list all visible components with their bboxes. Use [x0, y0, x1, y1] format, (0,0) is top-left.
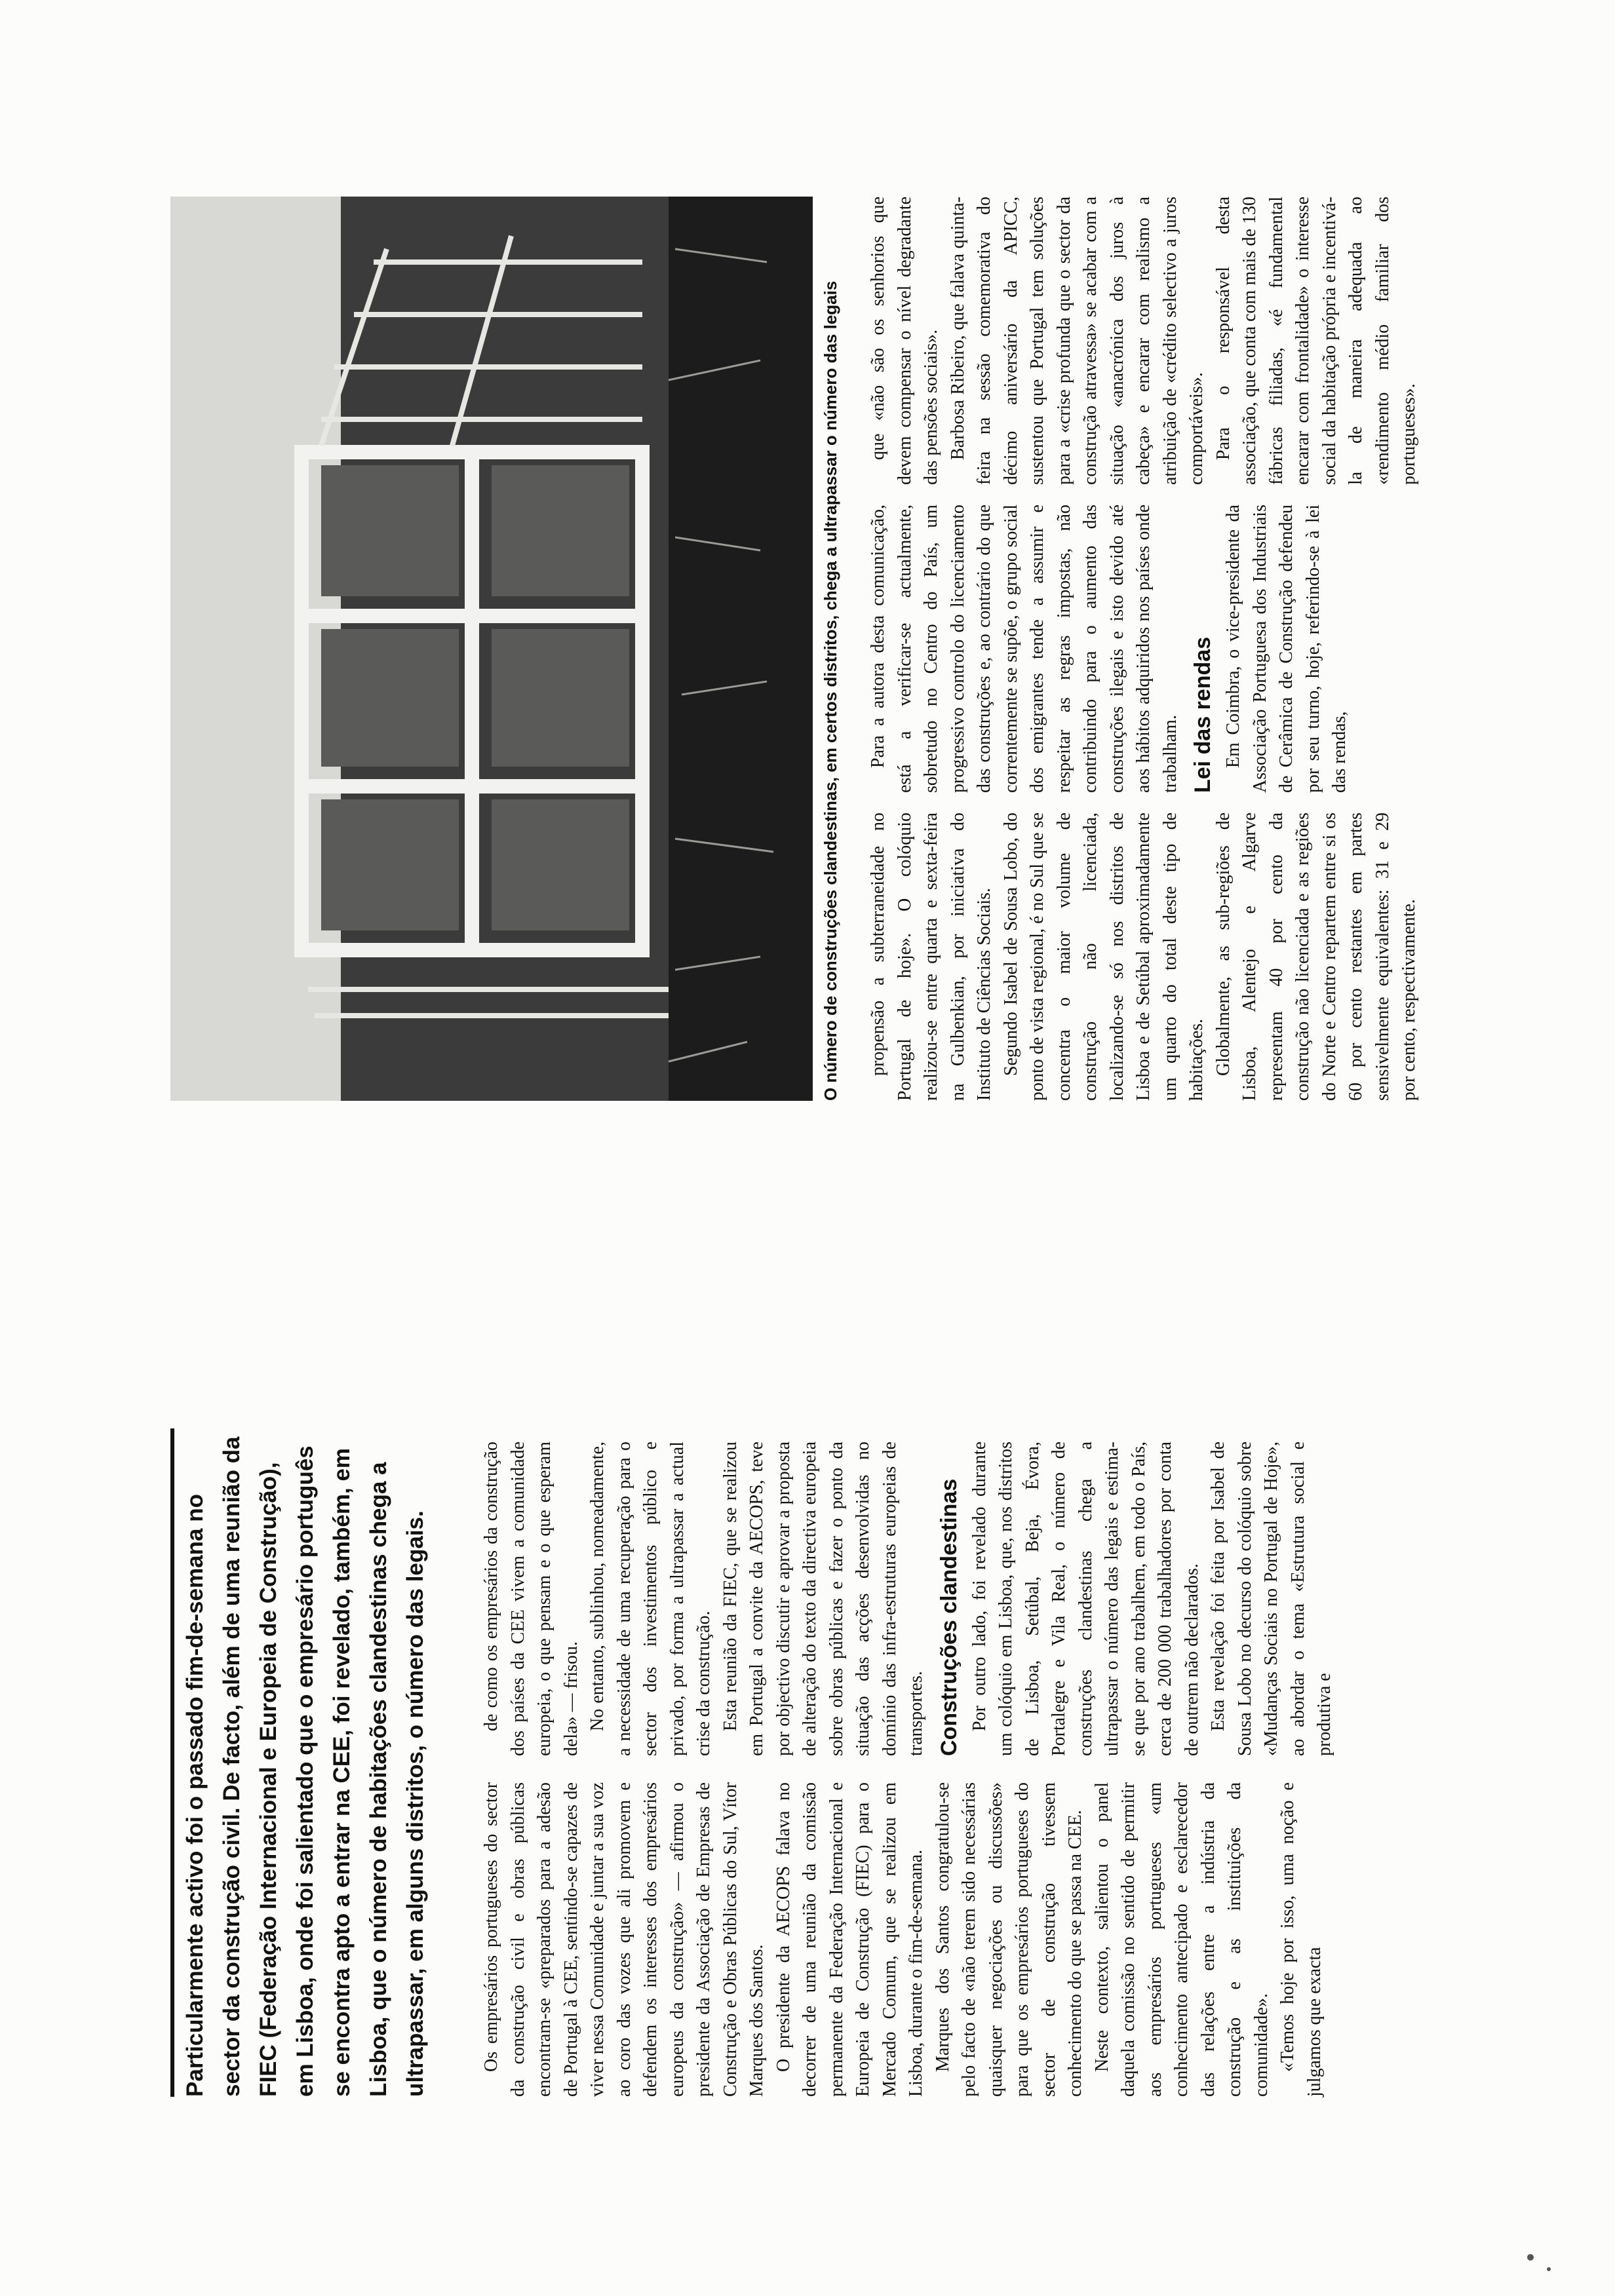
- paragraph: Esta revelação foi feita por Isabel de Sousa Lobo no decurso do colóquio sobre «Mudanças Sociais no Portugal de Hoje», ao abordar o tema «Estrutura social e produtiva e: [1208, 1442, 1334, 1756]
- paragraph: que «não são os senhorios que devem compensar o nível degradante das pensões sociais».: [868, 197, 941, 485]
- paragraph: Os empresários portugueses do sector da construção civil e obras públicas encontram-se «preparados para a adesão de Portugal à CEE, sentindo-se capazes de viver nessa Comunidade e juntar a sua voz ao coro das vozes que ali promovem e defendem os interesses dos empresários europeus da construção» — afirmou o presidente da Associação de Empresas de Construção e Obras Públicas do Sul, Vítor Marques dos Santos.: [481, 1782, 767, 2097]
- paragraph: propensão a subterraneidade no Portugal de hoje». O colóquio realizou-se entre quarta e sexta-feira na Gulbenkian, por iniciativa do Instituto de Ciências Sociais.: [868, 813, 994, 1101]
- paragraph: Segundo Isabel de Sousa Lobo, do ponto de vista regional, é no Sul que se concentra o maior volume de construção não licenciada, localizando-se só nos distritos de Lisboa e de Setúbal aproximadamente um quarto do total deste tipo de habitações.: [1000, 813, 1207, 1101]
- paragraph: Para a autora desta comunicação, está a verificar-se actualmente, sobretudo no Centro do País, um progressivo controlo do licenciamento das construções e, ao contrário do que correntemente se supõe, o grupo social dos emigrantes tende a assumir e respeitar as regras impostas, não contribuindo para o aumento das construções ilegais e isto devido até aos hábitos adquiridos nos países onde trabalham.: [868, 505, 1180, 793]
- paragraph: Neste contexto, salientou o panel daquela comissão no sentido de permitir aos empresários portugueses «um conhecimento antecipado e esclarecedor das relações entre a indústria da construção e as instituições da comunidade».: [1091, 1782, 1272, 2097]
- text-column-5: [865, 197, 1423, 485]
- article-frame: [170, 197, 1514, 2097]
- paragraph: «Temos hoje por isso, uma noção e julgamos que exacta: [1277, 1782, 1325, 2097]
- paragraph: Por outro lado, foi revelado durante um colóquio em Lisboa, que, nos distritos de Lisboa, Setúbal, Beja, Évora, Portalegre e Vila Real, o número de construções clandestinas chega a ultrapassar o número das legais e estima-se que por ano trabalhem, em todo o País, cerca de 200 000 trabalhadores por conta de outrem não declarados.: [969, 1442, 1202, 1756]
- paragraph: O presidente da AECOPS falava no decorrer de uma reunião da comissão permanente da Federação Internacional e Europeia de Construção (FIEC) para o Mercado Comum, que se realizou em Lisboa, durante o fim-de-semana.: [773, 1782, 926, 2097]
- paragraph: Marques dos Santos congratulou-se pelo facto de «não terem sido necessárias quaisquer negociações ou discussões» para que os empresários portugueses do sector de construção tivessem conhecimento do que se passa na CEE.: [932, 1782, 1085, 2097]
- construction-photo: [170, 197, 813, 1101]
- text-column-3: [865, 813, 1423, 1101]
- building-skeleton-image: [170, 197, 813, 1101]
- text-column-4: [865, 505, 1353, 793]
- paragraph: No entanto, sublinhou, nomeadamente, a necessidade de uma recuperação para o sector dos investimentos público e privado, por forma a ultrapassar a actual crise da construção.: [587, 1442, 714, 1756]
- photo-caption: O número de construções clandestinas, em certos distritos, chega a ultrapassar o número das legais: [821, 280, 840, 1101]
- paragraph: Esta reunião da FIEC, que se realizou em Portugal a convite da AECOPS, teve por objectivo discutir e aprovar a proposta de alteração do texto da directiva europeia sobre obras públicas e fazer o ponto da situação das acções desenvolvidas no domínio das infra-estruturas europeias de transportes.: [720, 1442, 926, 1756]
- scan-speck: [1547, 2267, 1551, 2271]
- paragraph: Globalmente, as sub-regiões de Lisboa, Alentejo e Algarve representam 40 por cento da construção não licenciada e as regiões do Norte e Centro repartem entre si os 60 por cento restantes em partes sensivelmente equivalentes: 31 e 29 por cento, respectivamente.: [1213, 813, 1419, 1101]
- section-heading-lei-das-rendas: Lei das rendas: [1190, 636, 1215, 793]
- text-column-2: [478, 1442, 1338, 1756]
- paragraph: Para o responsável desta associação, que conta com mais de 130 fábricas filiadas, «é fundamental encarar com frontalidade» o interesse social da habitação própria e incentivá-la de maneira adequada ao «rendimento médio familiar dos portugueses».: [1213, 197, 1419, 485]
- paragraph: de como os empresários da construção dos países da CEE vivem a comunidade europeia, o que pensam e o que esperam dela» — frisou.: [481, 1442, 581, 1756]
- text-column-1: [478, 1782, 1328, 2097]
- paragraph: Em Coimbra, o vice-presidente da Associação Portuguesa dos Industriais de Cerâmica de Construção defendeu por seu turno, hoje, referindo-se à lei das rendas,: [1223, 505, 1350, 793]
- section-heading-clandestinas: Construções clandestinas: [936, 1478, 962, 1756]
- article-lead: Particularmente activo foi o passado fim-de-semana no sector da construção civil. De facto, além de uma reunião da FIEC (Federação Internacional e Europeia de Construção), em Lisboa, onde foi salientado que o empresário português se encontra apto a entrar na CEE, foi revelado, também, em Lisboa, que o número de habitações clandestinas chega a ultrapassar, em alguns distritos, o número das legais.: [170, 1428, 434, 2097]
- paragraph: Barbosa Ribeiro, que falava quinta-feira na sessão comemorativa do décimo aniversário da APICC, sustentou que Portugal tem soluções para a «crise profunda que o sector da construção atravessa» se acabar com a situação «anacrónica dos juros à cabeça» e encarar com realismo a atribuição de «crédito selectivo a juros comportáveis».: [947, 197, 1207, 485]
- scan-speck: [1527, 2254, 1534, 2261]
